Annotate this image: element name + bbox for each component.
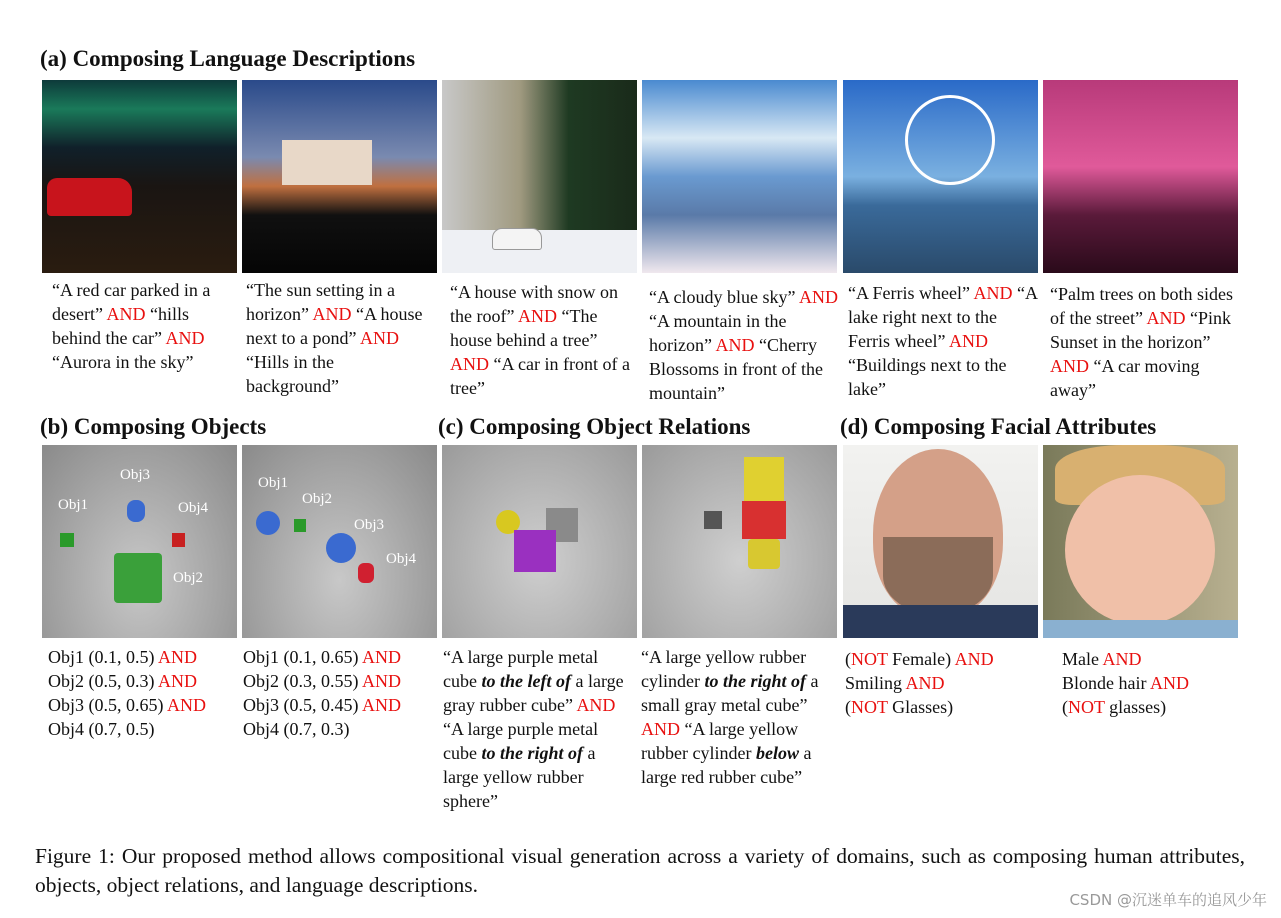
caption-text: “Buildings next to the lake” xyxy=(848,355,1007,399)
caption-text: “A lake right next to the Ferris wheel” xyxy=(848,283,1037,351)
operator-keyword: AND xyxy=(167,695,206,715)
operator-keyword: AND xyxy=(1102,649,1142,669)
caption-a4 xyxy=(649,285,845,405)
caption-c1 xyxy=(443,645,635,813)
caption-text: “A large purple metal cube xyxy=(443,719,599,763)
caption-line xyxy=(243,669,438,693)
obj-label: Obj3 xyxy=(120,467,150,483)
image-house-snow xyxy=(442,80,637,273)
caption-text: “A cloudy blue sky” xyxy=(649,287,799,307)
caption-text: “The house behind a tree” xyxy=(450,306,598,350)
caption-line xyxy=(243,717,438,741)
caption-text: “A house with snow on the roof” xyxy=(450,282,618,326)
panel-c-title: (c) Composing Object Relations xyxy=(438,414,751,439)
image-relations-1 xyxy=(442,445,637,638)
operator-keyword: AND xyxy=(1050,356,1089,376)
operator-keyword: AND xyxy=(517,306,557,326)
caption-a2 xyxy=(246,278,431,398)
caption-text: Blonde hair xyxy=(1062,673,1150,693)
caption-text: “Pink Sunset in the horizon” xyxy=(1050,308,1231,352)
caption-text: “Palm trees on both sides of the street” xyxy=(1050,284,1233,328)
operator-keyword: AND xyxy=(359,328,399,348)
caption-text: Obj3 (0.5, 0.45) xyxy=(243,695,362,715)
caption-text: “Aurora in the sky” xyxy=(52,352,194,372)
obj-label: Obj4 xyxy=(386,551,416,567)
caption-text: a large yellow rubber sphere” xyxy=(443,743,596,811)
caption-text: “A house next to a pond” xyxy=(246,304,423,348)
caption-line xyxy=(1062,647,1257,671)
operator-keyword: AND xyxy=(158,671,197,691)
operator-keyword: AND xyxy=(1146,308,1186,328)
caption-d1 xyxy=(845,647,1040,719)
caption-text: “A car moving away” xyxy=(1050,356,1200,400)
caption-text: “Hills in the background” xyxy=(246,352,339,396)
caption-text: “A mountain in the horizon” xyxy=(649,311,787,355)
image-face-man xyxy=(843,445,1038,638)
relation-phrase: to the left of xyxy=(481,671,571,691)
obj-label: Obj3 xyxy=(354,517,384,533)
operator-keyword: AND xyxy=(312,304,352,324)
relation-phrase: to the right of xyxy=(481,743,583,763)
caption-text: Obj1 (0.1, 0.5) xyxy=(48,647,158,667)
caption-text: Glasses) xyxy=(887,697,954,717)
relation-phrase: below xyxy=(755,743,799,763)
image-relations-2 xyxy=(642,445,837,638)
watermark: CSDN @沉迷单车的追风少年 xyxy=(1069,891,1267,909)
panel-b-title: (b) Composing Objects xyxy=(40,414,267,439)
obj-label: Obj1 xyxy=(258,475,288,491)
operator-keyword: AND xyxy=(362,647,401,667)
image-objects-1 xyxy=(42,445,237,638)
operator-keyword: AND xyxy=(798,287,838,307)
caption-c2 xyxy=(641,645,839,789)
caption-b1 xyxy=(48,645,243,741)
image-face-child xyxy=(1043,445,1238,638)
obj-label: Obj2 xyxy=(173,570,203,586)
operator-keyword: AND xyxy=(973,283,1013,303)
caption-line xyxy=(48,669,243,693)
caption-line xyxy=(48,717,243,741)
image-objects-2 xyxy=(242,445,437,638)
operator-keyword: NOT xyxy=(851,649,888,669)
image-ferris-wheel xyxy=(843,80,1038,273)
caption-b2 xyxy=(243,645,438,741)
caption-text: Obj4 (0.7, 0.3) xyxy=(243,719,350,739)
operator-keyword: AND xyxy=(576,695,616,715)
obj-label: Obj1 xyxy=(58,497,88,513)
caption-text: a small gray metal cube” xyxy=(641,671,819,715)
caption-text: ( xyxy=(845,649,851,669)
operator-keyword: AND xyxy=(954,649,994,669)
caption-text: Smiling xyxy=(845,673,906,693)
caption-text: “A large yellow rubber cylinder xyxy=(641,719,799,763)
operator-keyword: AND xyxy=(450,354,489,374)
relation-phrase: to the right of xyxy=(704,671,806,691)
image-palm-sunset xyxy=(1043,80,1238,273)
caption-text: a large gray rubber cube” xyxy=(443,671,624,715)
caption-a3 xyxy=(450,280,635,400)
caption-line xyxy=(48,645,243,669)
caption-line xyxy=(48,693,243,717)
obj-label: Obj4 xyxy=(178,500,208,516)
caption-text: Female) xyxy=(887,649,955,669)
image-red-car-desert xyxy=(42,80,237,273)
operator-keyword: AND xyxy=(362,671,401,691)
caption-a1 xyxy=(52,278,232,374)
caption-text: “A car in front of a tree” xyxy=(450,354,630,398)
obj-label: Obj2 xyxy=(302,491,332,507)
caption-text: “A large yellow rubber cylinder xyxy=(641,647,807,691)
operator-keyword: NOT xyxy=(1068,697,1105,717)
caption-text: ( xyxy=(845,697,851,717)
panel-a-title: (a) Composing Language Descriptions xyxy=(40,46,416,71)
caption-line xyxy=(243,645,438,669)
caption-a6 xyxy=(1050,282,1240,402)
caption-line xyxy=(1062,671,1257,695)
caption-text: a large red rubber cube” xyxy=(641,743,812,787)
caption-text: ( xyxy=(1062,697,1068,717)
caption-line xyxy=(845,671,1040,695)
operator-keyword: AND xyxy=(106,304,146,324)
operator-keyword: AND xyxy=(165,328,205,348)
panel-d-title: (d) Composing Facial Attributes xyxy=(840,414,1157,439)
operator-keyword: AND xyxy=(715,335,755,355)
caption-text: “A red car parked in a desert” xyxy=(52,280,211,324)
operator-keyword: AND xyxy=(641,719,680,739)
operator-keyword: NOT xyxy=(851,697,888,717)
caption-line xyxy=(845,695,1040,719)
operator-keyword: AND xyxy=(905,673,945,693)
caption-text: “A large purple metal cube xyxy=(443,647,599,691)
caption-line xyxy=(1062,695,1257,719)
caption-text: Obj1 (0.1, 0.65) xyxy=(243,647,362,667)
caption-text: Obj4 (0.7, 0.5) xyxy=(48,719,155,739)
operator-keyword: AND xyxy=(158,647,197,667)
caption-text: Obj2 (0.5, 0.3) xyxy=(48,671,158,691)
caption-text: glasses) xyxy=(1104,697,1167,717)
caption-text: Obj2 (0.3, 0.55) xyxy=(243,671,362,691)
caption-line xyxy=(845,647,1040,671)
caption-text: “A Ferris wheel” xyxy=(848,283,974,303)
figure-caption: Figure 1: Our proposed method allows compositional visual generation across a variety of domains, such as composing human attributes, objects, object relations, and language descriptions. xyxy=(35,844,1245,897)
operator-keyword: AND xyxy=(1150,673,1189,693)
caption-line xyxy=(243,693,438,717)
caption-d2 xyxy=(1062,647,1257,719)
image-mountain-blossoms xyxy=(642,80,837,273)
caption-text: Obj3 (0.5, 0.65) xyxy=(48,695,167,715)
caption-text: “Cherry Blossoms in front of the mountain” xyxy=(649,335,823,403)
image-house-sunset xyxy=(242,80,437,273)
caption-text: “The sun setting in a horizon” xyxy=(246,280,395,324)
operator-keyword: AND xyxy=(362,695,401,715)
caption-text: “hills behind the car” xyxy=(52,304,189,348)
caption-text: Male xyxy=(1062,649,1103,669)
operator-keyword: AND xyxy=(948,331,988,351)
caption-a5 xyxy=(848,281,1043,401)
